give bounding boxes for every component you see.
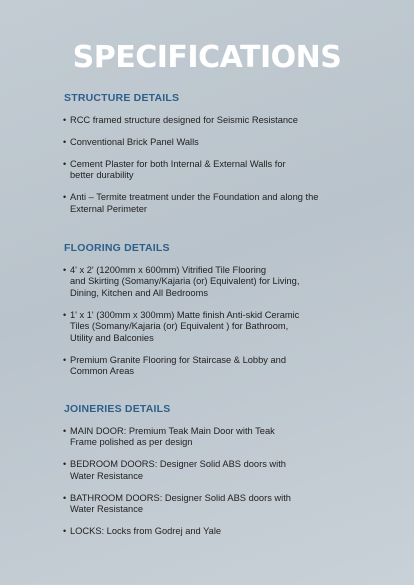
list-item-text: RCC framed structure designed for Seismic Resistance: [70, 115, 298, 125]
list-item: [64, 459, 364, 482]
bullet-icon: •: [63, 526, 67, 537]
list-item-text: BATHROOM DOORS: Designer Solid ABS doors with Water Resistance: [70, 492, 291, 515]
list-item-text: Conventional Brick Panel Walls: [70, 137, 199, 147]
list-item-text: 1' x 1' (300mm x 300mm) Matte finish Anti-skid Ceramic Tiles (Somany/Kajaria (or) Equivalent ) for Bathroom, Utility and Balconies: [70, 309, 300, 343]
section-flooring-details: [64, 241, 364, 388]
list-item: [64, 115, 364, 126]
list-item-text: BEDROOM DOORS: Designer Solid ABS doors with Water Resistance: [70, 459, 286, 481]
page-title: SPECIFICATIONS: [72, 40, 342, 75]
section-heading: JOINERIES DETAILS: [64, 403, 171, 415]
list-item-text: Anti – Termite treatment under the Foundation and along the External Perimeter: [70, 192, 319, 214]
bullet-icon: •: [63, 426, 67, 436]
section-heading: FLOORING DETAILS: [64, 242, 170, 254]
bullet-icon: •: [63, 137, 67, 147]
list-item: [64, 159, 364, 182]
bullet-icon: •: [63, 459, 67, 470]
section-structure-details: [64, 91, 364, 226]
bullet-icon: •: [63, 115, 67, 125]
bullet-icon: •: [63, 192, 67, 203]
spec-list: [64, 265, 364, 377]
list-item: [64, 137, 364, 148]
spec-list: [64, 426, 364, 538]
section-heading: STRUCTURE DETAILS: [64, 92, 180, 104]
bullet-icon: •: [63, 159, 67, 169]
section-joineries-details: [64, 402, 364, 548]
list-item: [64, 265, 364, 299]
bullet-icon: •: [63, 309, 67, 320]
list-item-text: 4' x 2' (1200mm x 600mm) Vitrified Tile Flooring and Skirting (Somany/Kajaria (or) Equivalent) for Living, Dining, Kitchen and All Bedrooms: [70, 265, 300, 298]
list-item: [64, 426, 364, 449]
list-item: [64, 192, 364, 215]
list-item: [64, 526, 364, 537]
list-item: [64, 355, 364, 378]
list-item: [64, 493, 364, 516]
list-item-text: Premium Granite Flooring for Staircase & Lobby and Common Areas: [70, 354, 286, 377]
spec-list: [64, 115, 364, 215]
bullet-icon: •: [63, 265, 67, 275]
list-item-text: MAIN DOOR: Premium Teak Main Door with Teak Frame polished as per design: [70, 426, 275, 448]
list-item-text: Cement Plaster for both Internal & External Walls for better durability: [70, 159, 286, 181]
bullet-icon: •: [63, 354, 67, 365]
bullet-icon: •: [63, 492, 67, 503]
list-item-text: LOCKS: Locks from Godrej and Yale: [70, 526, 222, 537]
list-item: [64, 310, 364, 344]
